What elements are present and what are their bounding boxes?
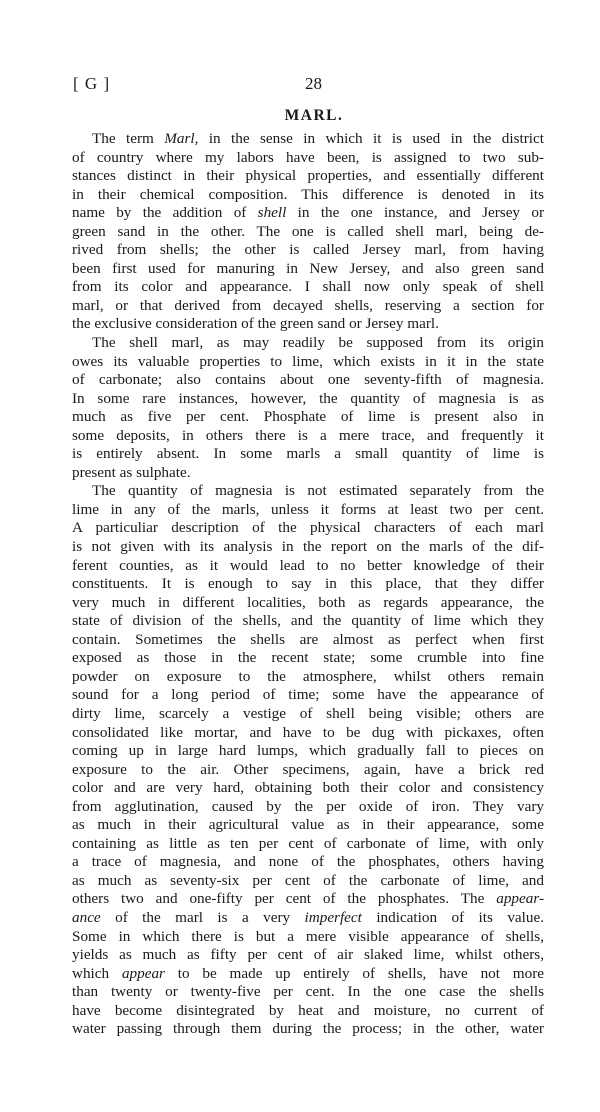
text-line: containing as little as ten per cent of carbonate of lime, with only bbox=[72, 834, 544, 852]
text-line: exposure to the air. Other specimens, again, have a brick red bbox=[72, 760, 544, 778]
text-line: yields as much as fifty per cent of air slaked lime, whilst others, bbox=[72, 946, 544, 964]
signature-mark: [ G ] bbox=[73, 74, 111, 93]
text-line: from its color and appearance. I shall now only speak of shell bbox=[72, 278, 544, 296]
text-line: which appear to be made up entirely of shells, have not more bbox=[72, 964, 545, 982]
text-line: of carbonate; also contains about one seventy-fifth of magnesia. bbox=[72, 371, 544, 389]
text-line: The quantity of magnesia is not estimated separately from the bbox=[92, 482, 544, 500]
text-line: state of division of the shells, and the quantity of lime which they bbox=[72, 612, 544, 630]
body-text bbox=[72, 130, 544, 1039]
text-line: The term Marl, in the sense in which it is used in the district bbox=[92, 130, 544, 147]
text-line: stances distinct in their physical properties, and essentially different bbox=[72, 167, 544, 185]
text-line: some deposits, in others there is a mere trace, and frequently it bbox=[72, 426, 544, 444]
text-line: marl, or that derived from decayed shells, reserving a section for bbox=[72, 296, 544, 314]
text-line: lime in any of the marls, unless it forms at least two per cent. bbox=[72, 500, 544, 518]
text-line: consolidated like mortar, and have to be dug with pickaxes, often bbox=[72, 723, 544, 741]
text-line: constituents. It is enough to say in this place, that they differ bbox=[72, 575, 544, 593]
text-line: sound for a long period of time; some have the appearance of bbox=[72, 686, 544, 704]
paragraph bbox=[72, 130, 544, 334]
text-line: from agglutination, caused by the per oxide of iron. They vary bbox=[72, 797, 544, 815]
text-line: as much as seventy-six per cent of the carbonate of lime, and bbox=[72, 871, 544, 889]
text-line: exposed as those in the recent state; some crumble into fine bbox=[72, 649, 544, 667]
paragraph bbox=[72, 334, 544, 482]
text-line: present as sulphate. bbox=[72, 463, 191, 481]
text-line: green sand in the other. The one is called shell marl, being de- bbox=[72, 222, 544, 240]
text-line: the exclusive consideration of the green sand or Jersey marl. bbox=[72, 315, 439, 333]
page-header bbox=[73, 74, 543, 98]
text-line: A particuliar description of the physical characters of each marl bbox=[72, 519, 544, 537]
text-line: very much in different localities, both as regards appearance, the bbox=[72, 593, 544, 611]
text-line: is entirely absent. In some marls a small quantity of lime is bbox=[72, 445, 544, 463]
text-line: ferent counties, as it would lead to no better knowledge of their bbox=[72, 556, 544, 574]
page-number: 28 bbox=[305, 74, 322, 93]
text-line: in their chemical composition. This difference is denoted in its bbox=[72, 185, 544, 203]
text-line: than twenty or twenty-five per cent. In the one case the shells bbox=[72, 983, 544, 1001]
text-line: a trace of magnesia, and none of the phosphates, others having bbox=[72, 853, 544, 871]
text-line: ance of the marl is a very imperfect indication of its value. bbox=[72, 908, 544, 926]
text-line: name by the addition of shell in the one instance, and Jersey or bbox=[72, 204, 544, 222]
text-line: dirty lime, scarcely a vestige of shell being visible; others are bbox=[72, 704, 544, 722]
section-title: MARL. bbox=[284, 107, 344, 124]
text-line: much as five per cent. Phosphate of lime is present also in bbox=[72, 408, 544, 426]
text-line: of country where my labors have been, is assigned to two sub- bbox=[72, 148, 544, 166]
text-line: powder on exposure to the atmosphere, whilst others remain bbox=[72, 667, 544, 685]
text-line: The shell marl, as may readily be supposed from its origin bbox=[92, 334, 544, 352]
text-line: others two and one-fifty per cent of the phosphates. The appear- bbox=[72, 890, 544, 908]
text-line: as much in their agricultural value as in their appearance, some bbox=[72, 816, 544, 834]
text-line: is not given with its analysis in the report on the marls of the dif- bbox=[72, 538, 544, 556]
text-line: water passing through them during the process; in the other, water bbox=[72, 1020, 544, 1038]
paragraph bbox=[72, 482, 544, 1038]
text-line: In some rare instances, however, the quantity of magnesia is as bbox=[72, 389, 544, 407]
text-line: have become disintegrated by heat and moisture, no current of bbox=[72, 1001, 544, 1019]
text-line: been first used for manuring in New Jersey, and also green sand bbox=[72, 259, 544, 277]
text-line: color and are very hard, obtaining both their color and consistency bbox=[72, 779, 544, 797]
text-line: rived from shells; the other is called Jersey marl, from having bbox=[72, 241, 544, 259]
text-line: coming up in large hard lumps, which gradually fall to pieces on bbox=[72, 742, 544, 760]
text-line: contain. Sometimes the shells are almost as perfect when first bbox=[72, 630, 544, 648]
text-line: owes its valuable properties to lime, which exists in it in the state bbox=[72, 352, 544, 370]
text-line: Some in which there is but a mere visible appearance of shells, bbox=[72, 927, 544, 945]
